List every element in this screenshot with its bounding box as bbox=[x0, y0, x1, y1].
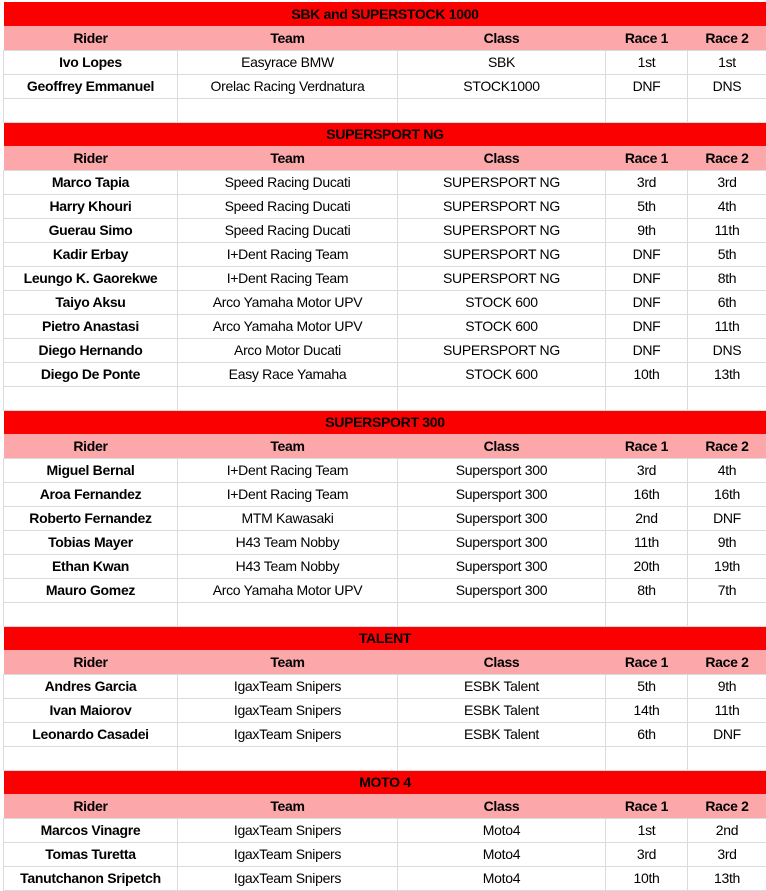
class-cell[interactable]: SBK bbox=[398, 50, 606, 74]
race2-cell[interactable]: 13th bbox=[688, 362, 766, 386]
team-cell[interactable]: Arco Yamaha Motor UPV bbox=[178, 578, 398, 602]
rider-cell[interactable]: Aroa Fernandez bbox=[4, 482, 178, 506]
column-header-row bbox=[4, 26, 766, 50]
column-header-row bbox=[4, 146, 766, 170]
empty-cell bbox=[688, 386, 766, 410]
class-cell[interactable]: ESBK Talent bbox=[398, 722, 606, 746]
table-row bbox=[4, 290, 766, 314]
race1-cell[interactable]: 6th bbox=[606, 722, 688, 746]
column-header-rider: Rider bbox=[4, 146, 178, 170]
race2-cell[interactable]: 4th bbox=[688, 194, 766, 218]
section-row bbox=[4, 770, 766, 794]
team-cell[interactable]: Speed Racing Ducati bbox=[178, 170, 398, 194]
section-row bbox=[4, 626, 766, 650]
team-cell[interactable]: Speed Racing Ducati bbox=[178, 194, 398, 218]
team-cell[interactable]: MTM Kawasaki bbox=[178, 506, 398, 530]
table-row bbox=[4, 242, 766, 266]
race2-cell[interactable]: 13th bbox=[688, 866, 766, 890]
rider-cell[interactable]: Ivan Maiorov bbox=[4, 698, 178, 722]
column-header-rider: Rider bbox=[4, 26, 178, 50]
team-cell[interactable]: Arco Yamaha Motor UPV bbox=[178, 314, 398, 338]
race-results-spreadsheet bbox=[3, 2, 766, 891]
spacer-row bbox=[4, 602, 766, 626]
column-header-class: Class bbox=[398, 434, 606, 458]
race2-cell[interactable]: 9th bbox=[688, 530, 766, 554]
race2-cell[interactable]: 11th bbox=[688, 698, 766, 722]
column-header-class: Class bbox=[398, 26, 606, 50]
column-header-team: Team bbox=[178, 434, 398, 458]
column-header-row bbox=[4, 650, 766, 674]
table-row bbox=[4, 50, 766, 74]
empty-cell bbox=[178, 386, 398, 410]
empty-cell bbox=[606, 602, 688, 626]
team-cell[interactable]: IgaxTeam Snipers bbox=[178, 842, 398, 866]
empty-cell bbox=[606, 98, 688, 122]
table-row bbox=[4, 818, 766, 842]
team-cell[interactable]: I+Dent Racing Team bbox=[178, 242, 398, 266]
race2-cell[interactable]: 11th bbox=[688, 314, 766, 338]
team-cell[interactable]: H43 Team Nobby bbox=[178, 554, 398, 578]
results-table-body bbox=[4, 2, 766, 890]
class-cell[interactable]: Moto4 bbox=[398, 842, 606, 866]
race2-cell[interactable]: 8th bbox=[688, 266, 766, 290]
table-row bbox=[4, 194, 766, 218]
rider-cell[interactable]: Tomas Turetta bbox=[4, 842, 178, 866]
rider-cell[interactable]: Andres Garcia bbox=[4, 674, 178, 698]
race2-cell[interactable]: DNS bbox=[688, 74, 766, 98]
column-header-team: Team bbox=[178, 146, 398, 170]
class-cell[interactable]: Moto4 bbox=[398, 818, 606, 842]
column-header-rider: Rider bbox=[4, 434, 178, 458]
race1-cell[interactable]: 3rd bbox=[606, 842, 688, 866]
table-row bbox=[4, 506, 766, 530]
table-row bbox=[4, 266, 766, 290]
rider-cell[interactable]: Tobias Mayer bbox=[4, 530, 178, 554]
rider-cell[interactable]: Tanutchanon Sripetch bbox=[4, 866, 178, 890]
race2-cell[interactable]: DNF bbox=[688, 722, 766, 746]
rider-cell[interactable]: Marco Tapia bbox=[4, 170, 178, 194]
race1-cell[interactable]: 8th bbox=[606, 578, 688, 602]
team-cell[interactable]: IgaxTeam Snipers bbox=[178, 866, 398, 890]
rider-cell[interactable]: Ethan Kwan bbox=[4, 554, 178, 578]
empty-cell bbox=[178, 602, 398, 626]
class-cell[interactable]: Supersport 300 bbox=[398, 458, 606, 482]
column-header-race-1: Race 1 bbox=[606, 146, 688, 170]
race2-cell[interactable]: 9th bbox=[688, 674, 766, 698]
class-cell[interactable]: Supersport 300 bbox=[398, 554, 606, 578]
class-cell[interactable]: SUPERSPORT NG bbox=[398, 218, 606, 242]
class-cell[interactable]: SUPERSPORT NG bbox=[398, 338, 606, 362]
empty-cell bbox=[688, 746, 766, 770]
empty-cell bbox=[4, 386, 178, 410]
column-header-class: Class bbox=[398, 650, 606, 674]
section-row bbox=[4, 122, 766, 146]
race1-cell[interactable]: 10th bbox=[606, 362, 688, 386]
table-row bbox=[4, 674, 766, 698]
rider-cell[interactable]: Leonardo Casadei bbox=[4, 722, 178, 746]
section-title: SBK and SUPERSTOCK 1000 bbox=[4, 2, 766, 26]
empty-cell bbox=[688, 98, 766, 122]
column-header-race-2: Race 2 bbox=[688, 434, 766, 458]
section-row bbox=[4, 2, 766, 26]
section-row bbox=[4, 410, 766, 434]
empty-cell bbox=[398, 98, 606, 122]
empty-cell bbox=[688, 602, 766, 626]
table-row bbox=[4, 698, 766, 722]
column-header-race-1: Race 1 bbox=[606, 434, 688, 458]
race2-cell[interactable]: 5th bbox=[688, 242, 766, 266]
section-title: SUPERSPORT 300 bbox=[4, 410, 766, 434]
rider-cell[interactable]: Kadir Erbay bbox=[4, 242, 178, 266]
race2-cell[interactable]: 16th bbox=[688, 482, 766, 506]
rider-cell[interactable]: Pietro Anastasi bbox=[4, 314, 178, 338]
race2-cell[interactable]: DNS bbox=[688, 338, 766, 362]
class-cell[interactable]: Supersport 300 bbox=[398, 578, 606, 602]
rider-cell[interactable]: Diego De Ponte bbox=[4, 362, 178, 386]
race1-cell[interactable]: 20th bbox=[606, 554, 688, 578]
rider-cell[interactable]: Miguel Bernal bbox=[4, 458, 178, 482]
class-cell[interactable]: ESBK Talent bbox=[398, 674, 606, 698]
empty-cell bbox=[398, 746, 606, 770]
class-cell[interactable]: Supersport 300 bbox=[398, 530, 606, 554]
class-cell[interactable]: STOCK1000 bbox=[398, 74, 606, 98]
team-cell[interactable]: Speed Racing Ducati bbox=[178, 218, 398, 242]
race2-cell[interactable]: 1st bbox=[688, 50, 766, 74]
rider-cell[interactable]: Mauro Gomez bbox=[4, 578, 178, 602]
column-header-team: Team bbox=[178, 794, 398, 818]
column-header-race-2: Race 2 bbox=[688, 26, 766, 50]
race1-cell[interactable]: 3rd bbox=[606, 458, 688, 482]
column-header-rider: Rider bbox=[4, 794, 178, 818]
class-cell[interactable]: SUPERSPORT NG bbox=[398, 266, 606, 290]
class-cell[interactable]: SUPERSPORT NG bbox=[398, 194, 606, 218]
results-table bbox=[3, 2, 766, 891]
table-row bbox=[4, 218, 766, 242]
section-title: TALENT bbox=[4, 626, 766, 650]
race1-cell[interactable]: 2nd bbox=[606, 506, 688, 530]
table-row bbox=[4, 842, 766, 866]
race1-cell[interactable]: DNF bbox=[606, 314, 688, 338]
column-header-race-2: Race 2 bbox=[688, 794, 766, 818]
race2-cell[interactable]: 19th bbox=[688, 554, 766, 578]
team-cell[interactable]: I+Dent Racing Team bbox=[178, 482, 398, 506]
class-cell[interactable]: SUPERSPORT NG bbox=[398, 170, 606, 194]
table-row bbox=[4, 554, 766, 578]
empty-cell bbox=[4, 746, 178, 770]
race1-cell[interactable]: DNF bbox=[606, 242, 688, 266]
section-title: SUPERSPORT NG bbox=[4, 122, 766, 146]
empty-cell bbox=[4, 602, 178, 626]
rider-cell[interactable]: Taiyo Aksu bbox=[4, 290, 178, 314]
race1-cell[interactable]: 9th bbox=[606, 218, 688, 242]
table-row bbox=[4, 314, 766, 338]
section-title: MOTO 4 bbox=[4, 770, 766, 794]
rider-cell[interactable]: Diego Hernando bbox=[4, 338, 178, 362]
class-cell[interactable]: STOCK 600 bbox=[398, 290, 606, 314]
column-header-rider: Rider bbox=[4, 650, 178, 674]
race2-cell[interactable]: 3rd bbox=[688, 842, 766, 866]
class-cell[interactable]: Supersport 300 bbox=[398, 506, 606, 530]
empty-cell bbox=[606, 386, 688, 410]
table-row bbox=[4, 530, 766, 554]
race2-cell[interactable]: 7th bbox=[688, 578, 766, 602]
class-cell[interactable]: STOCK 600 bbox=[398, 314, 606, 338]
empty-cell bbox=[178, 746, 398, 770]
table-row bbox=[4, 74, 766, 98]
class-cell[interactable]: STOCK 600 bbox=[398, 362, 606, 386]
race1-cell[interactable]: 1st bbox=[606, 818, 688, 842]
column-header-class: Class bbox=[398, 794, 606, 818]
column-header-race-1: Race 1 bbox=[606, 794, 688, 818]
rider-cell[interactable]: Geoffrey Emmanuel bbox=[4, 74, 178, 98]
rider-cell[interactable]: Leungo K. Gaorekwe bbox=[4, 266, 178, 290]
table-row bbox=[4, 482, 766, 506]
race1-cell[interactable]: 14th bbox=[606, 698, 688, 722]
race1-cell[interactable]: DNF bbox=[606, 74, 688, 98]
table-row bbox=[4, 362, 766, 386]
table-row bbox=[4, 458, 766, 482]
race2-cell[interactable]: 6th bbox=[688, 290, 766, 314]
race2-cell[interactable]: 2nd bbox=[688, 818, 766, 842]
race1-cell[interactable]: 16th bbox=[606, 482, 688, 506]
team-cell[interactable]: IgaxTeam Snipers bbox=[178, 698, 398, 722]
team-cell[interactable]: IgaxTeam Snipers bbox=[178, 818, 398, 842]
team-cell[interactable]: Easy Race Yamaha bbox=[178, 362, 398, 386]
column-header-row bbox=[4, 434, 766, 458]
race1-cell[interactable]: 5th bbox=[606, 194, 688, 218]
column-header-class: Class bbox=[398, 146, 606, 170]
team-cell[interactable]: Orelac Racing Verdnatura bbox=[178, 74, 398, 98]
empty-cell bbox=[398, 386, 606, 410]
team-cell[interactable]: IgaxTeam Snipers bbox=[178, 674, 398, 698]
race2-cell[interactable]: 3rd bbox=[688, 170, 766, 194]
class-cell[interactable]: Supersport 300 bbox=[398, 482, 606, 506]
column-header-team: Team bbox=[178, 26, 398, 50]
race1-cell[interactable]: 11th bbox=[606, 530, 688, 554]
race1-cell[interactable]: 5th bbox=[606, 674, 688, 698]
race2-cell[interactable]: DNF bbox=[688, 506, 766, 530]
race2-cell[interactable]: 4th bbox=[688, 458, 766, 482]
column-header-race-2: Race 2 bbox=[688, 146, 766, 170]
race1-cell[interactable]: DNF bbox=[606, 266, 688, 290]
empty-cell bbox=[606, 746, 688, 770]
column-header-row bbox=[4, 794, 766, 818]
race1-cell[interactable]: 3rd bbox=[606, 170, 688, 194]
spacer-row bbox=[4, 98, 766, 122]
table-row bbox=[4, 170, 766, 194]
empty-cell bbox=[398, 602, 606, 626]
empty-cell bbox=[4, 98, 178, 122]
column-header-team: Team bbox=[178, 650, 398, 674]
race1-cell[interactable]: 10th bbox=[606, 866, 688, 890]
spacer-row bbox=[4, 746, 766, 770]
rider-cell[interactable]: Marcos Vinagre bbox=[4, 818, 178, 842]
column-header-race-2: Race 2 bbox=[688, 650, 766, 674]
team-cell[interactable]: Easyrace BMW bbox=[178, 50, 398, 74]
team-cell[interactable]: IgaxTeam Snipers bbox=[178, 722, 398, 746]
team-cell[interactable]: H43 Team Nobby bbox=[178, 530, 398, 554]
team-cell[interactable]: I+Dent Racing Team bbox=[178, 266, 398, 290]
team-cell[interactable]: Arco Motor Ducati bbox=[178, 338, 398, 362]
table-row bbox=[4, 866, 766, 890]
team-cell[interactable]: I+Dent Racing Team bbox=[178, 458, 398, 482]
column-header-race-1: Race 1 bbox=[606, 650, 688, 674]
rider-cell[interactable]: Harry Khouri bbox=[4, 194, 178, 218]
race1-cell[interactable]: DNF bbox=[606, 338, 688, 362]
column-header-race-1: Race 1 bbox=[606, 26, 688, 50]
rider-cell[interactable]: Ivo Lopes bbox=[4, 50, 178, 74]
spacer-row bbox=[4, 386, 766, 410]
rider-cell[interactable]: Roberto Fernandez bbox=[4, 506, 178, 530]
table-row bbox=[4, 338, 766, 362]
rider-cell[interactable]: Guerau Simo bbox=[4, 218, 178, 242]
team-cell[interactable]: Arco Yamaha Motor UPV bbox=[178, 290, 398, 314]
race2-cell[interactable]: 11th bbox=[688, 218, 766, 242]
class-cell[interactable]: SUPERSPORT NG bbox=[398, 242, 606, 266]
empty-cell bbox=[178, 98, 398, 122]
race1-cell[interactable]: DNF bbox=[606, 290, 688, 314]
class-cell[interactable]: ESBK Talent bbox=[398, 698, 606, 722]
race1-cell[interactable]: 1st bbox=[606, 50, 688, 74]
table-row bbox=[4, 722, 766, 746]
class-cell[interactable]: Moto4 bbox=[398, 866, 606, 890]
table-row bbox=[4, 578, 766, 602]
